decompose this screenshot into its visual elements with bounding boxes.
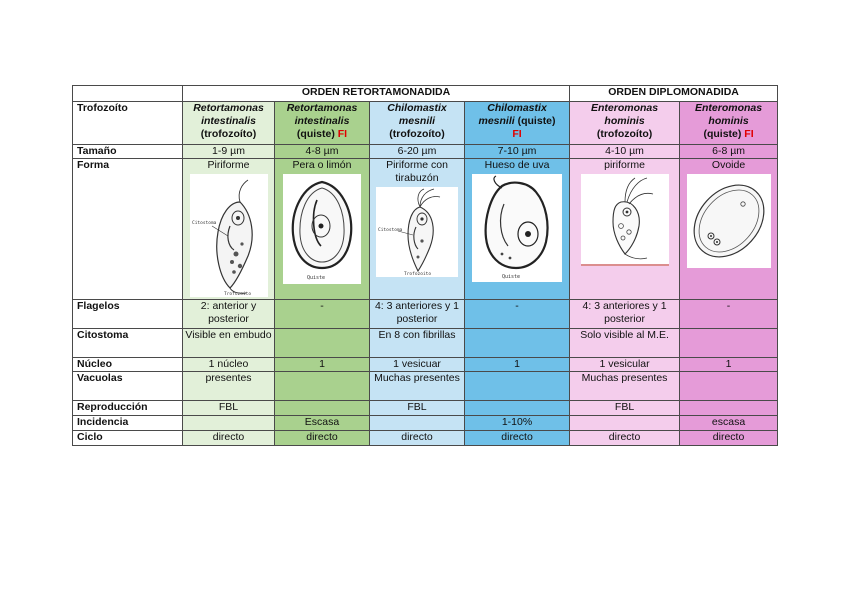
cell-vacuolas: Muchas presentes bbox=[570, 372, 680, 401]
retortamonas-cyst-drawing bbox=[283, 174, 361, 284]
cell-citostoma: Visible en embudo bbox=[183, 329, 275, 358]
stage: (quiste) bbox=[296, 128, 335, 140]
species: mesnili bbox=[398, 115, 436, 127]
cell-tamano: 7-10 µm bbox=[465, 145, 570, 159]
drawing-caption: Quiste bbox=[307, 275, 326, 281]
enteromonas-cyst-drawing bbox=[687, 174, 771, 268]
cell-tamano: 4-10 µm bbox=[570, 145, 680, 159]
retortamonas-trophozoite-drawing bbox=[190, 174, 268, 297]
genus: Enteromonas bbox=[695, 102, 763, 114]
cell-flagelos: 4: 3 anteriores y 1 posterior bbox=[570, 300, 680, 329]
species-header-row bbox=[73, 102, 778, 145]
cell-citostoma: Solo visible al M.E. bbox=[570, 329, 680, 358]
fi-mark: FI bbox=[512, 128, 522, 140]
cell-nucleo: 1 bbox=[465, 358, 570, 372]
cell-flagelos: - bbox=[465, 300, 570, 329]
chilomastix-trophozoite-drawing bbox=[376, 187, 458, 277]
row-reproduccion bbox=[73, 401, 778, 416]
row-label-trofozoito: Trofozoíto bbox=[73, 102, 183, 145]
cell-ciclo: directo bbox=[570, 431, 680, 446]
row-ciclo bbox=[73, 431, 778, 446]
row-label-vacuolas: Vacuolas bbox=[73, 372, 183, 401]
cell-incidencia: Escasa bbox=[275, 416, 370, 431]
row-citostoma bbox=[73, 329, 778, 358]
cell-citostoma bbox=[465, 329, 570, 358]
species: hominis bbox=[604, 115, 645, 127]
order-diplomonadida: ORDEN DIPLOMONADIDA bbox=[570, 86, 778, 102]
comparison-table bbox=[72, 85, 778, 446]
row-label-tamano: Tamaño bbox=[73, 145, 183, 159]
species-header bbox=[680, 102, 778, 145]
cell-reproduccion bbox=[465, 401, 570, 416]
cell-ciclo: directo bbox=[183, 431, 275, 446]
cell-incidencia bbox=[183, 416, 275, 431]
cell-tamano: 6-8 µm bbox=[680, 145, 778, 159]
row-label-flagelos: Flagelos bbox=[73, 300, 183, 329]
cell-reproduccion: FBL bbox=[370, 401, 465, 416]
cell-incidencia bbox=[370, 416, 465, 431]
row-label-reproduccion: Reproducción bbox=[73, 401, 183, 416]
cell-flagelos: 2: anterior y posterior bbox=[183, 300, 275, 329]
genus: Chilomastix bbox=[487, 102, 547, 114]
cell-forma bbox=[275, 159, 370, 300]
genus: Retortamonas bbox=[286, 102, 358, 114]
cell-nucleo: 1 vesicular bbox=[570, 358, 680, 372]
row-label-nucleo: Núcleo bbox=[73, 358, 183, 372]
corner-cell bbox=[73, 86, 183, 102]
cell-vacuolas bbox=[680, 372, 778, 401]
enteromonas-trophozoite-drawing bbox=[581, 174, 669, 266]
drawing-caption: Quiste bbox=[502, 274, 521, 280]
cell-vacuolas: Muchas presentes bbox=[370, 372, 465, 401]
stage: (trofozoíto) bbox=[200, 128, 257, 140]
cell-tamano: 4-8 µm bbox=[275, 145, 370, 159]
cell-ciclo: directo bbox=[680, 431, 778, 446]
fi-mark: FI bbox=[744, 128, 754, 140]
species-header bbox=[570, 102, 680, 145]
cell-forma bbox=[183, 159, 275, 300]
cell-reproduccion bbox=[275, 401, 370, 416]
cell-nucleo: 1 bbox=[680, 358, 778, 372]
drawing-caption: Trofozoito bbox=[223, 292, 251, 297]
cell-citostoma bbox=[680, 329, 778, 358]
order-header-row bbox=[73, 86, 778, 102]
row-label-incidencia: Incidencia bbox=[73, 416, 183, 431]
cell-forma bbox=[680, 159, 778, 300]
species: intestinalis bbox=[294, 115, 350, 127]
cell-vacuolas: presentes bbox=[183, 372, 275, 401]
species-header bbox=[275, 102, 370, 145]
species: intestinalis bbox=[201, 115, 256, 127]
genus: Enteromonas bbox=[590, 102, 659, 114]
cell-flagelos: - bbox=[680, 300, 778, 329]
drawing-label: Citostoma bbox=[191, 221, 216, 226]
row-label-forma: Forma bbox=[73, 159, 183, 300]
forma-text: Piriforme con tirabuzón bbox=[386, 159, 448, 184]
cell-forma bbox=[370, 159, 465, 300]
cell-incidencia: escasa bbox=[680, 416, 778, 431]
species-header bbox=[465, 102, 570, 145]
cell-ciclo: directo bbox=[370, 431, 465, 446]
row-label-ciclo: Ciclo bbox=[73, 431, 183, 446]
row-nucleo bbox=[73, 358, 778, 372]
species-header bbox=[370, 102, 465, 145]
drawing-label: Citostoma bbox=[378, 228, 403, 233]
cell-vacuolas bbox=[465, 372, 570, 401]
stage: (quiste) bbox=[703, 128, 742, 140]
cell-nucleo: 1 vesicuar bbox=[370, 358, 465, 372]
row-incidencia bbox=[73, 416, 778, 431]
forma-text: Pera o limón bbox=[292, 159, 352, 171]
genus: Retortamonas bbox=[193, 102, 264, 114]
row-label-citostoma: Citostoma bbox=[73, 329, 183, 358]
row-flagelos bbox=[73, 300, 778, 329]
cell-citostoma bbox=[275, 329, 370, 358]
order-retortamonadida: ORDEN RETORTAMONADIDA bbox=[183, 86, 570, 102]
drawing-caption: Trofozoito bbox=[404, 272, 432, 277]
cell-forma bbox=[570, 159, 680, 300]
cell-citostoma: En 8 con fibrillas bbox=[370, 329, 465, 358]
cell-incidencia bbox=[570, 416, 680, 431]
cell-incidencia: 1-10% bbox=[465, 416, 570, 431]
species-header bbox=[183, 102, 275, 145]
chilomastix-cyst-drawing bbox=[472, 174, 562, 282]
cell-ciclo: directo bbox=[275, 431, 370, 446]
cell-tamano: 1-9 µm bbox=[183, 145, 275, 159]
forma-text: Hueso de uva bbox=[484, 159, 550, 171]
row-forma bbox=[73, 159, 778, 300]
row-vacuolas bbox=[73, 372, 778, 401]
cell-reproduccion bbox=[680, 401, 778, 416]
forma-text: Piriforme bbox=[207, 159, 250, 171]
cell-flagelos: 4: 3 anteriores y 1 posterior bbox=[370, 300, 465, 329]
forma-text: piriforme bbox=[604, 159, 645, 171]
cell-ciclo: directo bbox=[465, 431, 570, 446]
cell-vacuolas bbox=[275, 372, 370, 401]
species: hominis bbox=[708, 115, 749, 127]
cell-nucleo: 1 bbox=[275, 358, 370, 372]
cell-reproduccion: FBL bbox=[570, 401, 680, 416]
forma-text: Ovoide bbox=[711, 159, 746, 171]
cell-nucleo: 1 núcleo bbox=[183, 358, 275, 372]
genus: Chilomastix bbox=[387, 102, 447, 114]
cell-tamano: 6-20 µm bbox=[370, 145, 465, 159]
stage: (trofozoíto) bbox=[596, 128, 653, 140]
cell-forma bbox=[465, 159, 570, 300]
fi-mark: FI bbox=[337, 128, 348, 140]
species: mesnili bbox=[478, 115, 515, 127]
stage: (trofozoíto) bbox=[389, 128, 445, 140]
stage: (quiste) bbox=[517, 115, 556, 127]
row-tamano bbox=[73, 145, 778, 159]
cell-flagelos: - bbox=[275, 300, 370, 329]
cell-reproduccion: FBL bbox=[183, 401, 275, 416]
